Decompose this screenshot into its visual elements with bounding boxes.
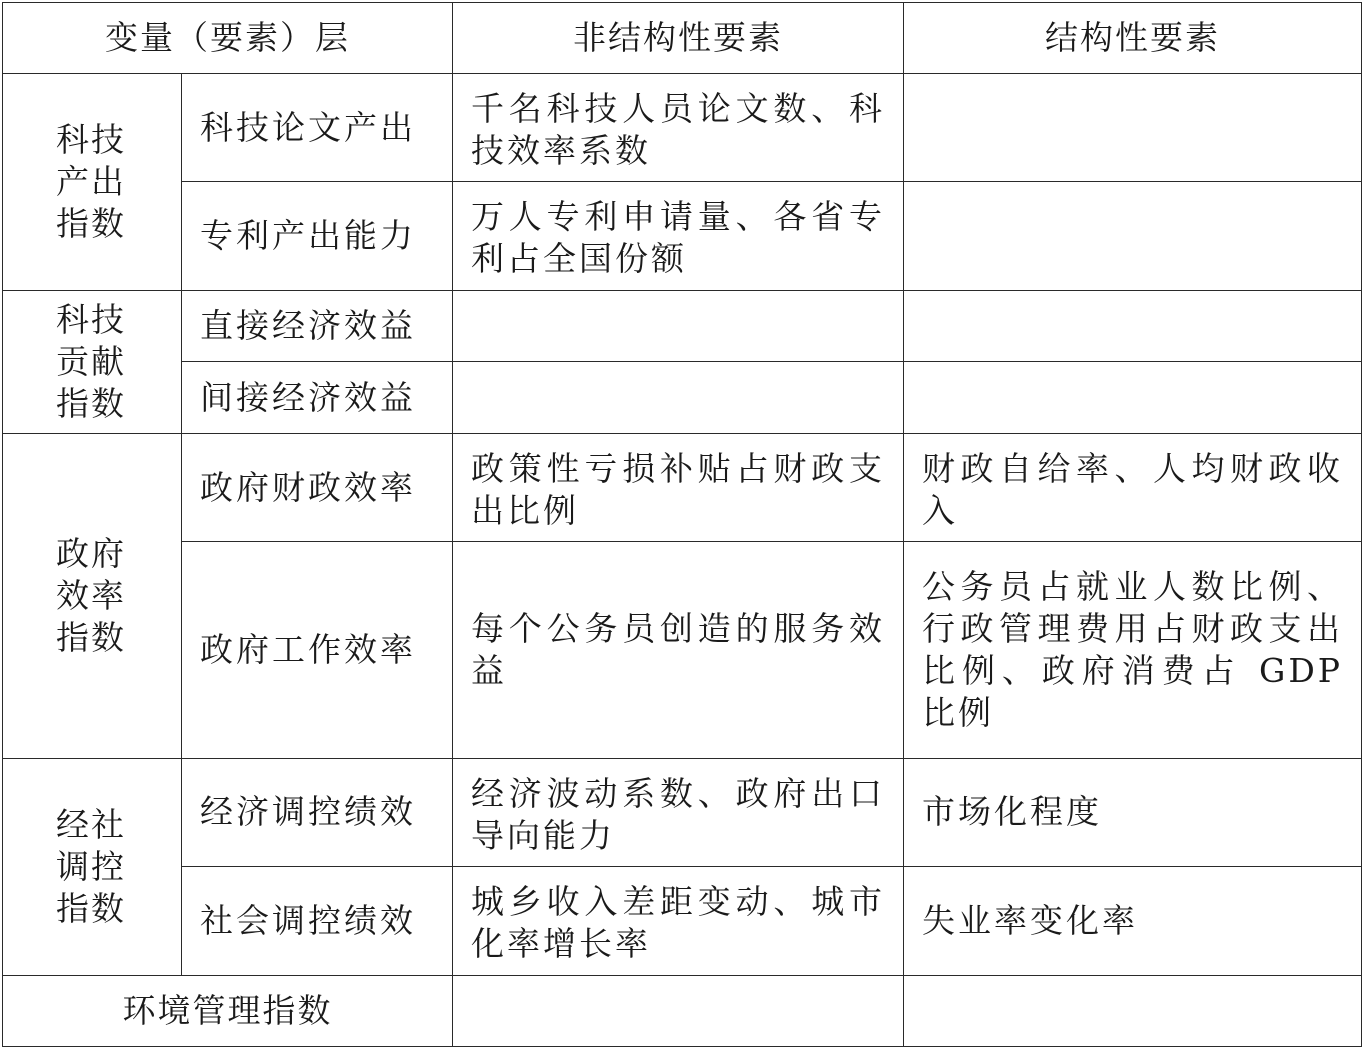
header-variable-layer: 变量（要素）层: [3, 3, 453, 74]
category-cell: [3, 758, 182, 975]
environment-index-cell: 环境管理指数: [3, 975, 453, 1046]
table-header-row: [3, 3, 1362, 74]
structural-cell: 财政自给率、人均财政收入: [904, 434, 1362, 542]
table-row: [3, 291, 1362, 362]
table-row: [3, 182, 1362, 291]
nonstructural-cell: 千名科技人员论文数、科技效率系数: [453, 74, 904, 182]
nonstructural-cell: [453, 362, 904, 434]
sub-item-cell: 经济调控绩效: [182, 758, 453, 866]
table-row: [3, 362, 1362, 434]
structural-cell: [904, 74, 1362, 182]
structural-cell: 市场化程度: [904, 758, 1362, 866]
category-label: 政府效率指数: [56, 534, 126, 657]
category-label: 经社调控指数: [56, 804, 126, 928]
sub-item-cell: 直接经济效益: [182, 291, 453, 362]
nonstructural-cell: 政策性亏损补贴占财政支出比例: [453, 434, 904, 542]
sub-item-cell: 社会调控绩效: [182, 866, 453, 975]
nonstructural-cell: 城乡收入差距变动、城市化率增长率: [453, 866, 904, 975]
category-label: 科技产出指数: [56, 120, 126, 244]
structural-cell: [904, 182, 1362, 291]
sub-item-cell: 间接经济效益: [182, 362, 453, 434]
sub-item-cell: 政府财政效率: [182, 434, 453, 542]
category-cell: [3, 434, 182, 758]
nonstructural-cell: [453, 975, 904, 1046]
nonstructural-cell: [453, 291, 904, 362]
nonstructural-cell: 万人专利申请量、各省专利占全国份额: [453, 182, 904, 291]
structural-cell: 公务员占就业人数比例、行政管理费用占财政支出比例、政府消费占 GDP 比例: [904, 542, 1362, 758]
category-cell: [3, 291, 182, 434]
structural-cell: 失业率变化率: [904, 866, 1362, 975]
nonstructural-cell: 经济波动系数、政府出口导向能力: [453, 758, 904, 866]
sub-item-cell: 科技论文产出: [182, 74, 453, 182]
table-row: [3, 542, 1362, 758]
indicator-table: [2, 2, 1362, 1047]
table-row: [3, 758, 1362, 866]
header-nonstructural: 非结构性要素: [453, 3, 904, 74]
structural-cell: [904, 291, 1362, 362]
table-row: [3, 866, 1362, 975]
structural-cell: [904, 975, 1362, 1046]
table-row: [3, 434, 1362, 542]
table-row: [3, 74, 1362, 182]
category-label: 科技贡献指数: [56, 300, 126, 424]
sub-item-cell: 专利产出能力: [182, 182, 453, 291]
category-cell: [3, 74, 182, 291]
nonstructural-cell: 每个公务员创造的服务效益: [453, 542, 904, 758]
table-row: [3, 975, 1362, 1046]
structural-cell: [904, 362, 1362, 434]
sub-item-cell: 政府工作效率: [182, 542, 453, 758]
header-structural: 结构性要素: [904, 3, 1362, 74]
